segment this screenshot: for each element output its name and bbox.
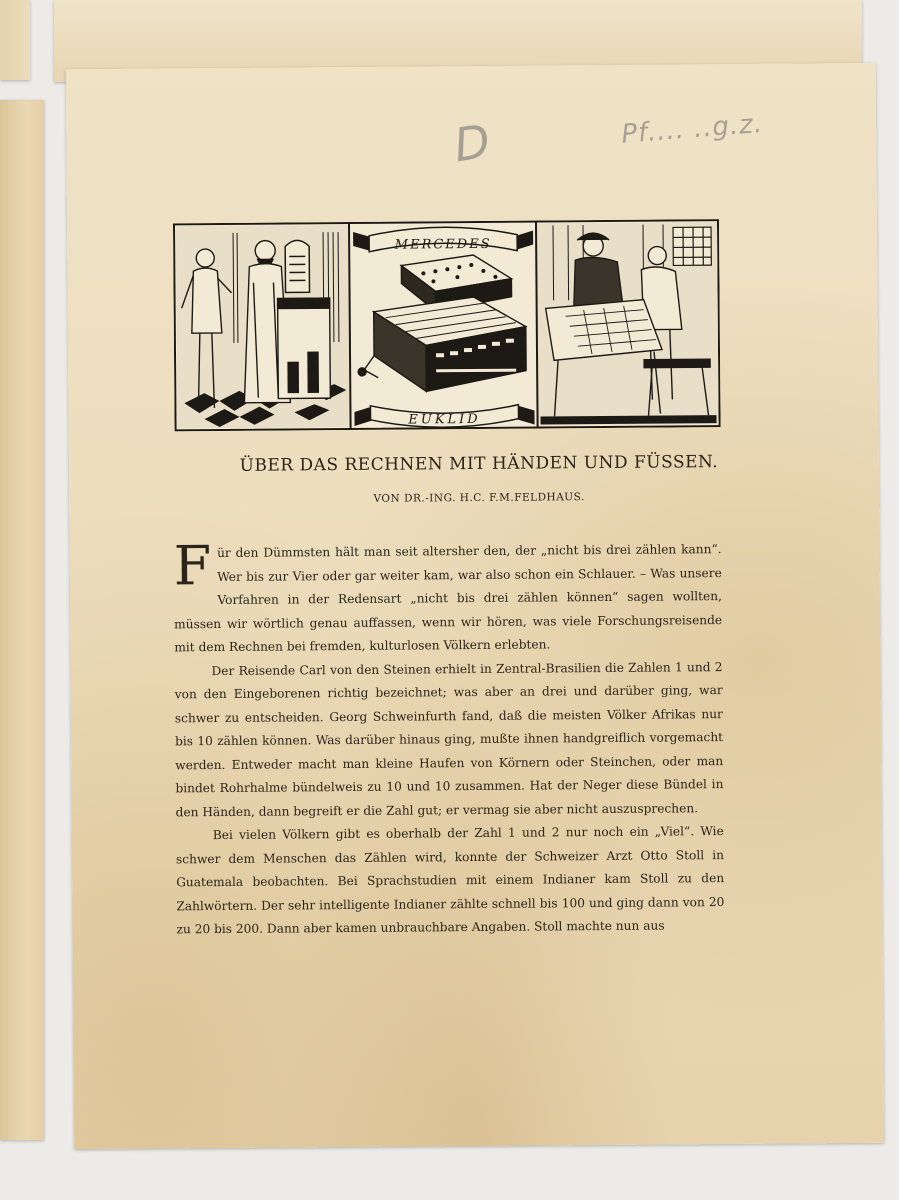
pencil-mark-d: D xyxy=(450,113,494,173)
banner-text-mercedes: MERCEDES xyxy=(394,236,492,253)
document-page xyxy=(66,63,884,1149)
woodcut-illustration xyxy=(173,219,721,431)
drop-cap: F xyxy=(173,534,212,598)
left-panel-scholars xyxy=(176,225,350,428)
article-title: ÜBER DAS RECHNEN MIT HÄNDEN UND FÜSSEN. xyxy=(239,452,719,476)
paragraph-2: Der Reisende Carl von den Steinen erhielt in Zentral-Brasilien die Zahlen 1 und 2 von den Eingeborenen richtig bezeichnet; was aber an drei und darüber ging, war schwer zu entscheiden. Georg Schweinfurth fand, daß die meisten Völker Afrikas nur bis 10 zählen können. Was darüber hinaus ging, mußte ihnen handgreiflich vorgemacht werden. Entweder macht man kleine Haufen von Körnern oder Steinchen, oder man bindet Rohrhalme bündelweis zu 10 und 10 zusammen. Hat der Neger diese Bündel in den Händen, dann begreift er die Zahl gut; er vermag sie aber nicht auszusprechen. xyxy=(174,659,724,819)
pencil-scribble: Pf.... ..g.z. xyxy=(620,108,765,150)
background-sheet-corner xyxy=(0,0,30,80)
paragraph-1 xyxy=(173,534,723,660)
right-panel-counting-table xyxy=(537,222,719,425)
paragraph-3: Bei vielen Völkern gibt es oberhalb der Zahl 1 und 2 nur noch ein „Viel“. Wie schwer dem Menschen das Zählen wird, konnte der Schweizer Arzt Otto Stoll in Guatemala beobachten. Bei Sprachstudien mit einem Indianer kam Stoll zu den Zahlwörtern. Der sehr intelligente Indianer zählte schnell bis 100 und ging dann von 20 zu 20 bis 200. Dann aber kamen unbrauchbare Angaben. Stoll machte nun aus xyxy=(175,824,725,937)
background-sheet-left xyxy=(0,100,44,1140)
paragraph-1-text: ür den Dümmsten hält man seit altersher den, der „nicht bis drei zählen kann“. Wer bis zur Vier oder gar weiter kam, war also schon ein Schlauer. – Was unsere Vorfahren in der Redensart „nicht bis drei zählen können“ sagen wollten, müssen wir wörtlich genau auffassen, wenn wir hören, was viele Forschungsreisende mit dem Rechnen bei fremden, kulturlosen Völkern erlebten. xyxy=(174,542,723,655)
middle-panel-machine xyxy=(351,224,537,428)
article-body xyxy=(173,534,725,942)
banner-text-euklid: EUKLID xyxy=(408,411,481,428)
article-byline: VON DR.-ING. H.C. F.M.FELDHAUS. xyxy=(373,491,585,505)
